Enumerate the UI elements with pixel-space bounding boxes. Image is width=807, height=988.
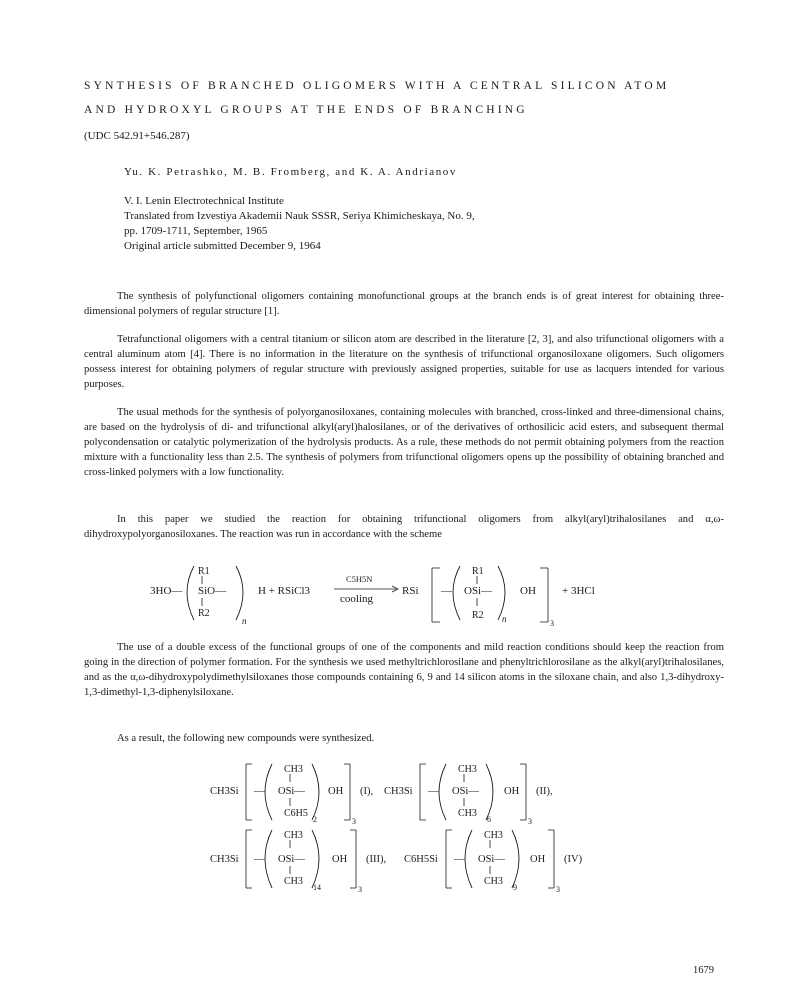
svg-text:3: 3: [528, 817, 532, 826]
svg-text:CH3: CH3: [284, 764, 303, 775]
affiliation-line: Translated from Izvestiya Akademii Nauk SSSR, Seriya Khimicheskaya, No. 9,: [124, 210, 475, 222]
title-line-2: AND HYDROXYL GROUPS AT THE ENDS OF BRANCHING: [84, 104, 528, 116]
svg-text:9: 9: [513, 883, 517, 892]
compound-IV: [404, 830, 583, 894]
page-number: 1679: [693, 965, 714, 976]
affiliation-line: Original article submitted December 9, 1964: [124, 240, 321, 252]
svg-text:OH: OH: [530, 854, 546, 865]
svg-text:(II),: (II),: [536, 786, 553, 797]
affiliation-line: pp. 1709-1711, September, 1965: [124, 225, 268, 237]
scheme-catalyst: C5H5N: [346, 574, 373, 584]
svg-text:OSi—: OSi—: [278, 854, 305, 865]
svg-text:R2: R2: [472, 610, 484, 621]
svg-text:(I),: (I),: [360, 786, 374, 797]
open-paren: [187, 566, 194, 620]
scheme-h-rsicl3: H + RSiCl3: [258, 585, 311, 597]
compound-II: [384, 764, 553, 826]
svg-text:CH3: CH3: [284, 830, 303, 841]
close-paren: [236, 566, 243, 620]
svg-text:OH: OH: [504, 786, 520, 797]
svg-text:C6H5: C6H5: [284, 808, 308, 819]
svg-text:—: —: [454, 854, 465, 865]
compound-structures: [150, 758, 650, 894]
paragraph-3: The usual methods for the synthesis of polyorganosiloxanes, containing molecules with branched, cross-linked and three-dimensional chains, are based on the hydrolysis of di- and trifunctional alkyl(aryl)halosilanes, or of the derivatives of orthosilicic acid esters, and subsequent thermal polycondensation or catalytic polymerization of the hydrolysis products. As a rule, these methods do not permit obtaining polymers from the reaction mixture with a functionality less than 2.5. The synthesis of polymers from trifunctional oligomers opens up the possibility of obtaining branched and cross-linked polymers with a low functionality.: [84, 407, 724, 478]
svg-text:CH3Si: CH3Si: [384, 786, 413, 797]
svg-text:3: 3: [556, 885, 560, 894]
scheme-n: n: [242, 616, 247, 626]
svg-text:CH3: CH3: [484, 830, 503, 841]
scheme-rsi: RSi: [402, 585, 419, 597]
paragraph-4: In this paper we studied the reaction for obtaining trifunctional oligomers from alkyl(aryl)trihalosilanes and α,ω-dihydroxypolyorganosiloxanes. The reaction was run in accordance with the scheme: [84, 514, 724, 540]
scheme-hcl: + 3HCl: [562, 585, 595, 597]
scheme-condition: cooling: [340, 593, 373, 605]
title-line-1: SYNTHESIS OF BRANCHED OLIGOMERS WITH A CENTRAL SILICON ATOM: [84, 80, 670, 92]
compound-III: [210, 830, 386, 894]
svg-text:OSi—: OSi—: [464, 585, 493, 597]
svg-text:CH3Si: CH3Si: [210, 786, 239, 797]
svg-text:CH3Si: CH3Si: [210, 854, 239, 865]
svg-text:OSi—: OSi—: [452, 786, 479, 797]
svg-text:3: 3: [358, 885, 362, 894]
affiliation-line: V. I. Lenin Electrotechnical Institute: [124, 195, 284, 207]
svg-text:CH3: CH3: [458, 764, 477, 775]
udc-code: (UDC 542.91+546.287): [84, 130, 190, 142]
svg-text:2: 2: [313, 815, 317, 824]
svg-text:(IV): (IV): [564, 854, 583, 865]
scheme-sio: SiO—: [198, 585, 227, 597]
svg-text:—: —: [254, 786, 265, 797]
scheme-r1: R1: [198, 566, 210, 577]
authors: Yu. K. Petrashko, M. B. Fromberg, and K. A. Andrianov: [124, 166, 458, 178]
svg-text:C6H5Si: C6H5Si: [404, 854, 438, 865]
svg-text:R1: R1: [472, 566, 484, 577]
svg-text:3: 3: [352, 817, 356, 826]
scheme-subscript-3: 3: [550, 619, 554, 628]
svg-text:n: n: [502, 614, 507, 624]
compound-I: [210, 764, 373, 826]
scheme-r2: R2: [198, 608, 210, 619]
scheme-oh: OH: [520, 585, 536, 597]
scheme-reactant: 3HO—: [150, 585, 183, 597]
paragraph-6: As a result, the following new compounds were synthesized.: [117, 733, 375, 744]
svg-text:—: —: [441, 585, 452, 597]
paragraph-1: The synthesis of polyfunctional oligomers containing monofunctional groups at the branch ends is of great interest for obtaining three-dimensional polymers of regular structure [1].: [84, 291, 724, 317]
svg-text:OH: OH: [332, 854, 348, 865]
paragraph-5: The use of a double excess of the functional groups of one of the components and mild reaction conditions should keep the reaction from going in the direction of polymer formation. For the synthesis we used methyltrichlorosilane and phenyltrichlorosilane as the alkyl(aryl)trihalosilanes, and as the α,ω-dihydroxypolydimethylsiloxanes those compounds containing 6, 9 and 14 silicon atoms in the siloxane chain, and also 1,3-dihydroxy-1,3-dimethyl-1,3-diphenylsiloxane.: [84, 642, 724, 698]
svg-text:CH3: CH3: [284, 876, 303, 887]
svg-text:14: 14: [313, 883, 321, 892]
paragraph-2: Tetrafunctional oligomers with a central titanium or silicon atom are described in the literature [2, 3], and also trifunctional oligomers with a central aluminum atom [4]. There is no information in the literature on the synthesis of trifunctional organosiloxane oligomers. Such oligomers possess interest for obtaining polymers of regular structure with previously assigned properties, suitable for use as lacquers intended for various purposes.: [84, 334, 724, 390]
reaction-scheme: [150, 560, 670, 630]
svg-text:OH: OH: [328, 786, 344, 797]
svg-text:—: —: [428, 786, 439, 797]
svg-text:—: —: [254, 854, 265, 865]
affiliation: [124, 194, 475, 254]
svg-text:6: 6: [487, 815, 491, 824]
svg-text:(III),: (III),: [366, 854, 387, 865]
svg-text:OSi—: OSi—: [278, 786, 305, 797]
svg-text:OSi—: OSi—: [478, 854, 505, 865]
svg-text:CH3: CH3: [458, 808, 477, 819]
svg-text:CH3: CH3: [484, 876, 503, 887]
